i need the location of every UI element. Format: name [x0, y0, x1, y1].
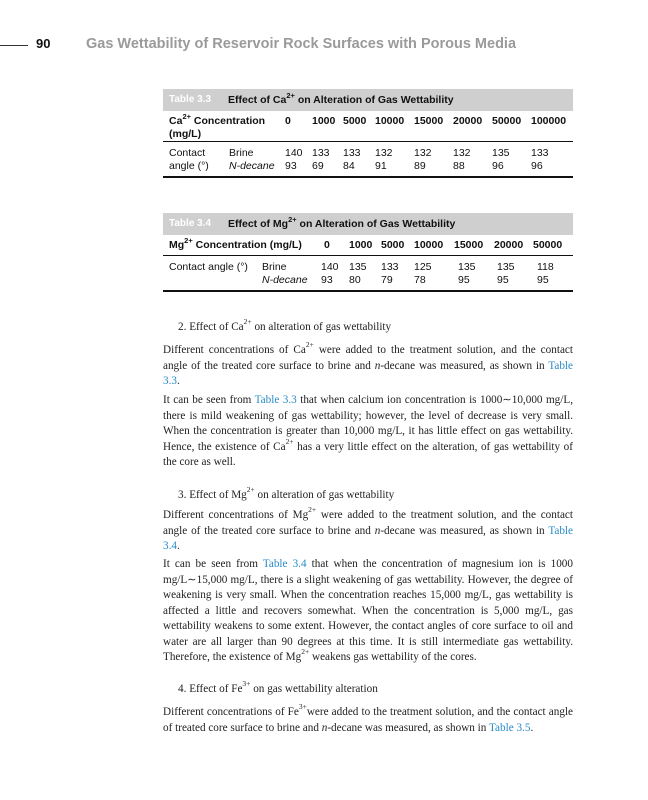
row-label: Contact angle (°) — [169, 261, 248, 273]
sub-row-label: Brine — [229, 147, 254, 159]
table-cell: 132 — [414, 147, 432, 159]
table-cell: 133 — [312, 147, 330, 159]
paragraph: It can be seen from Table 3.3 that when calcium ion concentration is 1000∼10,000 mg/L, there is mild weakening of gas wettability; however, the level of decrease is very small. When the concentration is greater than 10,000 mg/L, it has little effect on gas wettability. Hence, the existence of $Ca^{2+}$ has a very little effect on the alteration, of gas wettability of the core as well. — [163, 394, 574, 468]
table-cell: 93 — [285, 160, 297, 172]
body-text — [163, 485, 573, 504]
table-body — [163, 256, 573, 292]
table-cell: 135 — [458, 261, 476, 273]
header-cell: 20000 — [494, 239, 524, 251]
column-header: $Ca^{2+}$ Concentration — [169, 111, 266, 127]
table-cell: 80 — [349, 274, 361, 286]
body-text — [163, 340, 573, 390]
body-text — [163, 317, 573, 336]
table-cell: 135 — [497, 261, 515, 273]
header-cell: 100000 — [531, 115, 567, 127]
table-cell: 133 — [343, 147, 361, 159]
paragraph: Different concentrations of $Mg^{2+}$ were added to the treatment solution, and the contact angle of the treated core surface to brine and n-decane was measured, as shown in Table 3.4. — [163, 505, 573, 552]
running-head — [0, 36, 648, 54]
header-cell: 0 — [324, 239, 330, 251]
table-cell: 69 — [312, 160, 324, 172]
header-cell: 50000 — [533, 239, 563, 251]
sub-row-label: N-decane — [262, 274, 308, 286]
table-cell: 84 — [343, 160, 355, 172]
header-cell: 20000 — [453, 115, 483, 127]
sub-row-label: N-decane — [229, 160, 275, 172]
page-number: 90 — [36, 36, 51, 51]
table-cell: 140 — [285, 147, 303, 159]
table-cell: 96 — [492, 160, 504, 172]
table-title: Effect of $Ca^{2+}$ on Alteration of Gas Wettability — [228, 90, 454, 106]
table-caption — [163, 89, 573, 111]
header-cell: 50000 — [492, 115, 522, 127]
body-text — [163, 505, 573, 555]
section-heading: 3. Effect of $Mg^{2+}$ on alteration of gas wettability — [178, 485, 395, 501]
table-link[interactable]: Table 3.4 — [262, 558, 307, 570]
table-cell: 132 — [375, 147, 393, 159]
body-text — [163, 393, 573, 471]
table-cell: 125 — [414, 261, 432, 273]
table-cell: 135 — [492, 147, 510, 159]
table-cell: 135 — [349, 261, 367, 273]
table-cell: 79 — [381, 274, 393, 286]
table-body — [163, 142, 573, 178]
table-link[interactable]: Table 3.3 — [254, 394, 297, 406]
table-cell: 133 — [381, 261, 399, 273]
table-link[interactable]: Table 3.5 — [488, 721, 531, 734]
table-3-3 — [163, 89, 573, 178]
row-label: angle (°) — [169, 160, 209, 172]
header-cell: 5000 — [381, 239, 405, 251]
section-heading: 4. Effect of $Fe^{3+}$ on gas wettability alteration — [178, 679, 378, 695]
table-link[interactable]: Table 3.4 — [163, 524, 573, 552]
table-header-row — [163, 111, 573, 142]
table-cell: 95 — [537, 274, 549, 286]
column-header: $Mg^{2+}$ Concentration (mg/L) — [169, 235, 302, 251]
table-title: Effect of $Mg^{2+}$ on Alteration of Gas Wettability — [228, 214, 456, 230]
table-cell: 118 — [537, 261, 554, 273]
header-cell: 15000 — [414, 115, 444, 127]
paragraph: Different concentrations of $Ca^{2+}$ were added to the treatment solution, and the contact angle of the treated core surface to brine and n-decane was measured, as shown in Table 3.3. — [163, 340, 573, 387]
table-3-4 — [163, 213, 573, 292]
table-cell: 91 — [375, 160, 387, 172]
header-cell: 10000 — [414, 239, 444, 251]
running-title: Gas Wettability of Reservoir Rock Surfaces with Porous Media — [86, 36, 517, 52]
header-cell: 15000 — [454, 239, 484, 251]
column-header-unit: (mg/L) — [169, 128, 202, 140]
sub-row-label: Brine — [262, 261, 287, 273]
table-cell: 132 — [453, 147, 471, 159]
header-cell: 1000 — [312, 115, 336, 127]
table-link[interactable]: Table 3.3 — [163, 359, 573, 387]
table-cell: 93 — [321, 274, 333, 286]
table-label: Table 3.4 — [169, 218, 212, 229]
table-cell: 89 — [414, 160, 426, 172]
table-cell: 78 — [414, 274, 426, 286]
table-cell: 88 — [453, 160, 465, 172]
header-cell: 5000 — [343, 115, 367, 127]
row-label: Contact — [169, 147, 206, 159]
table-cell: 96 — [531, 160, 543, 172]
header-cell: 1000 — [349, 239, 373, 251]
header-rule — [0, 45, 28, 46]
body-text — [163, 679, 573, 698]
paragraph: It can be seen from Table 3.4 that when the concentration of magnesium ion is 1000 mg/L∼15,000 mg/L, there is a slight weakening of gas wettability. However, the degree of weakening is very small. When the concentration reaches 15,000 mg/L, gas wettability is affected a little and recovers somewhat. When the concentration is 5,000 mg/L, gas wettability weakens to some extent. However, the contact angles of core surface to oil and water are all larger than 90 degrees at this time. It is still intermediate gas wettability. Therefore, the existence of $Mg^{2+}$ weakens gas wettability of the cores. — [163, 558, 573, 663]
table-caption — [163, 213, 573, 235]
table-label: Table 3.3 — [169, 94, 212, 105]
table-cell: 133 — [531, 147, 549, 159]
body-text — [163, 557, 573, 666]
table-cell: 95 — [497, 274, 509, 286]
section-heading: 2. Effect of $Ca^{2+}$ on alteration of gas wettability — [178, 317, 392, 333]
table-header-row — [163, 235, 573, 256]
body-text — [163, 702, 573, 736]
header-cell: 10000 — [375, 115, 405, 127]
table-cell: 95 — [458, 274, 470, 286]
header-cell: 0 — [285, 115, 291, 127]
paragraph: Different concentrations of $Fe^{3+}were$ added to the treatment solution, and the contact angle of treated core surface to brine and n-decane was measured, as shown in Table 3.5. — [163, 702, 573, 734]
table-cell: 140 — [321, 261, 339, 273]
